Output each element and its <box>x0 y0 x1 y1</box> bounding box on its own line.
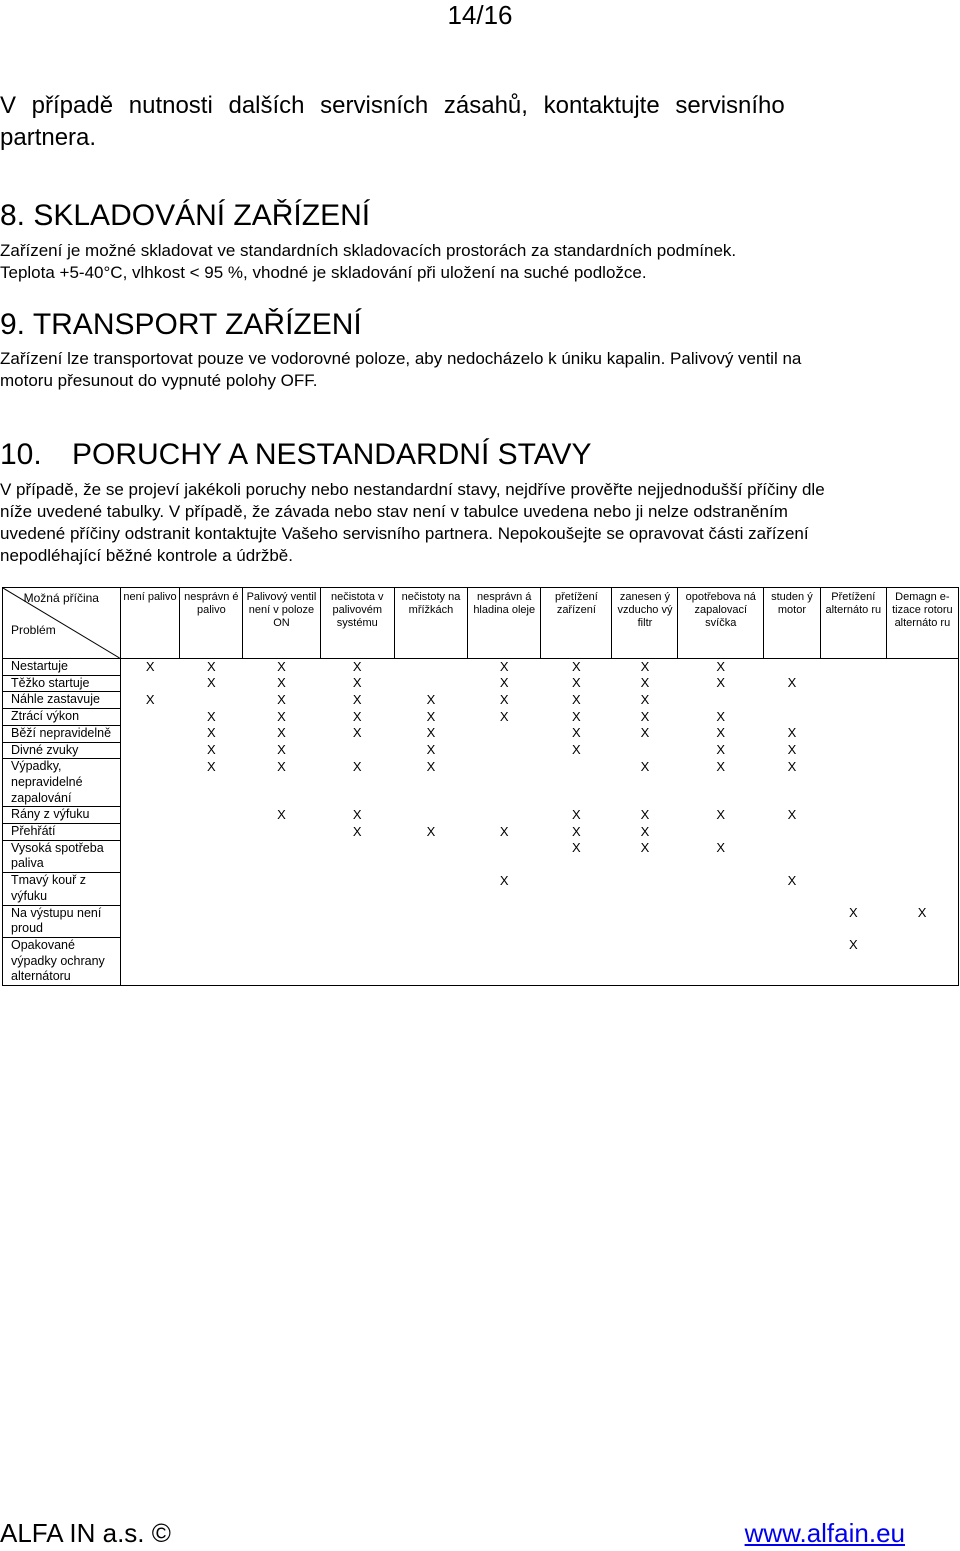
page-number: 14/16 <box>447 0 513 30</box>
empty-cell <box>886 759 958 807</box>
table-row <box>3 937 959 985</box>
column-header: nesprávn á hladina oleje <box>468 588 541 659</box>
empty-cell <box>180 840 243 872</box>
empty-cell <box>678 824 764 841</box>
empty-cell <box>678 873 764 905</box>
empty-cell <box>820 692 886 709</box>
cause-mark: X <box>277 675 286 691</box>
empty-cell <box>468 759 541 807</box>
empty-cell <box>120 937 180 985</box>
cause-mark: X <box>426 691 436 707</box>
empty-cell <box>394 937 467 985</box>
cause-mark: X <box>716 725 726 741</box>
cause-mark: X <box>716 758 726 774</box>
empty-cell <box>180 905 243 937</box>
column-header: Demagn e-tizace rotoru alternáto ru <box>886 588 958 659</box>
cause-mark: X <box>352 691 362 707</box>
table-row <box>3 659 959 676</box>
cause-mark: X <box>352 823 362 839</box>
empty-cell <box>886 840 958 872</box>
transport-paragraph <box>0 348 950 392</box>
cause-mark: X <box>640 823 650 839</box>
empty-cell <box>394 675 467 692</box>
table-row <box>3 709 959 726</box>
table-row <box>3 742 959 759</box>
empty-cell <box>541 759 612 807</box>
empty-cell <box>541 873 612 905</box>
footer-copyright: ALFA IN a.s. © <box>0 1518 171 1548</box>
empty-cell <box>820 807 886 824</box>
cause-mark: X <box>640 725 650 741</box>
cause-mark: X <box>886 905 958 937</box>
storage-heading: 8. SKLADOVÁNÍ ZAŘÍZENÍ <box>0 199 371 232</box>
empty-cell <box>820 840 886 872</box>
cause-mark: X <box>716 742 726 758</box>
empty-cell <box>243 905 320 937</box>
empty-cell <box>120 709 180 726</box>
storage-line-1: Zařízení je možné skladovat ve standardních skladovacích prostorách za standardních podmínek. <box>0 241 737 260</box>
cause-mark: X <box>277 725 286 741</box>
empty-cell <box>243 840 320 872</box>
cause-mark: X <box>206 675 216 691</box>
empty-cell <box>820 709 886 726</box>
problem-cell: Ztrácí výkon <box>3 709 121 726</box>
empty-cell <box>820 659 886 676</box>
fault-table-body <box>3 659 959 986</box>
cause-mark: X <box>206 708 216 724</box>
empty-cell <box>886 937 958 985</box>
empty-cell <box>612 873 678 905</box>
empty-cell <box>820 759 886 807</box>
cause-mark: X <box>572 691 581 707</box>
cause-mark: X <box>716 675 726 691</box>
problem-cell: Opakované výpadky ochrany alternátoru <box>3 937 121 985</box>
faults-heading-number: 10. <box>0 438 42 471</box>
cause-mark: X <box>572 725 581 741</box>
column-header: není palivo <box>120 588 180 659</box>
table-row <box>3 840 959 872</box>
empty-cell <box>886 675 958 692</box>
cause-mark: X <box>277 742 286 758</box>
empty-cell <box>468 937 541 985</box>
storage-line-2: Teplota +5-40°C, vlhkost < 95 %, vhodné je skladování při uložení na suché podložce. <box>0 263 647 282</box>
faults-heading-text: PORUCHY A NESTANDARDNÍ STAVY <box>72 438 592 471</box>
column-header: Přetížení alternáto ru <box>820 588 886 659</box>
cause-mark: X <box>352 659 362 674</box>
cause-mark: X <box>206 742 216 758</box>
empty-cell <box>394 807 467 824</box>
column-header: nečistoty na mřížkách <box>394 588 467 659</box>
cause-mark: X <box>426 758 436 774</box>
column-header: přetížení zařízení <box>541 588 612 659</box>
empty-cell <box>180 873 243 905</box>
corner-problem-label: Problém <box>11 623 56 637</box>
empty-cell <box>612 937 678 985</box>
cause-mark: X <box>277 708 286 724</box>
empty-cell <box>541 937 612 985</box>
column-header: Palivový ventil není v poloze ON <box>243 588 320 659</box>
empty-cell <box>886 725 958 742</box>
column-header: nesprávn é palivo <box>180 588 243 659</box>
column-header: nečistota v palivovém systému <box>320 588 394 659</box>
cause-mark: X <box>572 742 581 758</box>
empty-cell <box>120 807 180 824</box>
cause-mark: X <box>572 675 581 691</box>
table-row <box>3 725 959 742</box>
cause-mark: X <box>640 840 650 856</box>
cause-mark: X <box>426 725 436 741</box>
empty-cell <box>886 824 958 841</box>
empty-cell <box>243 873 320 905</box>
faults-line-3: uvedené příčiny odstranit kontaktujte Vašeho servisního partnera. Nepokoušejte se opravovat části zařízení <box>0 524 809 543</box>
problem-cell: Těžko startuje <box>3 675 121 692</box>
faults-line-4: nepodléhající běžné kontrole a údržbě. <box>0 546 293 565</box>
cause-mark: X <box>640 691 650 707</box>
empty-cell <box>764 824 821 841</box>
empty-cell <box>120 675 180 692</box>
column-header: zanesen ý vzducho vý filtr <box>612 588 678 659</box>
empty-cell <box>180 807 243 824</box>
cause-mark: X <box>572 823 581 839</box>
empty-cell <box>820 873 886 905</box>
cause-mark: X <box>352 758 362 774</box>
cause-mark: X <box>716 806 726 822</box>
cause-mark: X <box>848 905 858 921</box>
empty-cell <box>320 840 394 872</box>
empty-cell <box>320 905 394 937</box>
empty-cell <box>120 742 180 759</box>
empty-cell <box>820 675 886 692</box>
intro-paragraph <box>0 90 950 122</box>
fault-table <box>2 587 959 986</box>
storage-paragraph <box>0 240 950 284</box>
table-row <box>3 905 959 937</box>
cause-mark: X <box>716 840 726 856</box>
cause-mark: X <box>787 725 797 741</box>
cause-mark: X <box>499 675 509 691</box>
problem-cell: Přehřátí <box>3 824 121 841</box>
table-corner-cell <box>3 588 121 659</box>
corner-cause-label: Možná příčina <box>23 591 99 605</box>
fault-table-header <box>3 588 959 659</box>
cause-mark: X <box>206 659 216 674</box>
problem-cell: Divné zvuky <box>3 742 121 759</box>
empty-cell <box>120 873 180 905</box>
table-row <box>3 759 959 807</box>
cause-mark: X <box>426 823 436 839</box>
cause-mark: X <box>572 708 581 724</box>
empty-cell <box>394 840 467 872</box>
cause-mark: X <box>820 937 886 985</box>
empty-cell <box>678 905 764 937</box>
faults-heading <box>0 437 592 473</box>
cause-mark: X <box>640 675 650 691</box>
empty-cell <box>394 873 467 905</box>
cause-mark: X <box>787 872 797 888</box>
transport-line-2: motoru přesunout do vypnuté polohy OFF. <box>0 371 318 390</box>
cause-mark: X <box>352 708 362 724</box>
empty-cell <box>820 725 886 742</box>
empty-cell <box>764 692 821 709</box>
table-row <box>3 873 959 905</box>
empty-cell <box>180 692 243 709</box>
cause-mark: X <box>352 806 362 822</box>
empty-cell <box>468 725 541 742</box>
cause-mark: X <box>787 758 797 774</box>
empty-cell <box>886 692 958 709</box>
empty-cell <box>468 807 541 824</box>
empty-cell <box>320 937 394 985</box>
empty-cell <box>678 937 764 985</box>
empty-cell <box>764 709 821 726</box>
cause-mark: X <box>572 840 581 856</box>
cause-mark: X <box>145 659 155 674</box>
problem-cell: Výpadky, nepravidelné zapalování <box>3 759 121 807</box>
empty-cell <box>678 692 764 709</box>
transport-line-1: Zařízení lze transportovat pouze ve vodorovné poloze, aby nedocházelo k úniku kapalin. Palivový ventil na <box>0 349 802 368</box>
empty-cell <box>120 840 180 872</box>
cause-mark: X <box>716 659 726 674</box>
empty-cell <box>886 659 958 676</box>
cause-mark: X <box>499 659 509 674</box>
cause-mark: X <box>572 659 581 674</box>
transport-heading: 9. TRANSPORT ZAŘÍZENÍ <box>0 308 362 341</box>
faults-line-1: V případě, že se projeví jakékoli poruchy nebo nestandardní stavy, nejdříve prověřte nejjednodušší příčiny dle <box>0 480 825 499</box>
empty-cell <box>764 840 821 872</box>
empty-cell <box>180 937 243 985</box>
intro-line-2: partnera. <box>0 124 97 151</box>
column-header: studen ý motor <box>764 588 821 659</box>
table-row <box>3 692 959 709</box>
cause-mark: X <box>640 758 650 774</box>
empty-cell <box>394 905 467 937</box>
problem-cell: Běží nepravidelně <box>3 725 121 742</box>
empty-cell <box>612 905 678 937</box>
cause-mark: X <box>277 659 286 674</box>
cause-mark: X <box>499 691 509 707</box>
empty-cell <box>243 824 320 841</box>
cause-mark: X <box>426 708 436 724</box>
cause-mark: X <box>787 742 797 758</box>
empty-cell <box>394 659 467 676</box>
cause-mark: X <box>787 806 797 822</box>
cause-mark: X <box>716 708 726 724</box>
cause-mark: X <box>277 806 286 822</box>
empty-cell <box>764 905 821 937</box>
cause-mark: X <box>640 806 650 822</box>
empty-cell <box>886 807 958 824</box>
faults-paragraph <box>0 479 950 567</box>
cause-mark: X <box>787 675 797 691</box>
table-row <box>3 675 959 692</box>
empty-cell <box>820 824 886 841</box>
empty-cell <box>120 824 180 841</box>
cause-mark: X <box>426 742 436 758</box>
table-row <box>3 824 959 841</box>
empty-cell <box>120 759 180 807</box>
empty-cell <box>886 873 958 905</box>
intro-line-1: V případě nutnosti dalších servisních zásahů, kontaktujte servisního <box>0 92 785 119</box>
cause-mark: X <box>277 758 286 774</box>
cause-mark: X <box>206 758 216 774</box>
empty-cell <box>612 742 678 759</box>
cause-mark: X <box>499 708 509 724</box>
empty-cell <box>886 742 958 759</box>
cause-mark: X <box>352 675 362 691</box>
empty-cell <box>820 742 886 759</box>
empty-cell <box>541 905 612 937</box>
cause-mark: X <box>640 708 650 724</box>
empty-cell <box>180 824 243 841</box>
empty-cell <box>120 725 180 742</box>
empty-cell <box>886 709 958 726</box>
empty-cell <box>320 742 394 759</box>
cause-mark: X <box>145 691 155 707</box>
cause-mark: X <box>499 823 509 839</box>
empty-cell <box>320 873 394 905</box>
problem-cell: Tmavý kouř z výfuku <box>3 873 121 905</box>
cause-mark: X <box>352 725 362 741</box>
empty-cell <box>764 659 821 676</box>
footer-website-link[interactable]: www.alfain.eu <box>744 1518 905 1548</box>
table-row <box>3 807 959 824</box>
empty-cell <box>468 840 541 872</box>
cause-mark: X <box>206 725 216 741</box>
empty-cell <box>120 905 180 937</box>
problem-cell: Na výstupu není proud <box>3 905 121 937</box>
problem-cell: Náhle zastavuje <box>3 692 121 709</box>
faults-line-2: níže uvedené tabulky. V případě, že závada nebo stav není v tabulce uvedena nebo ji nelze odstraněním <box>0 502 788 521</box>
problem-cell: Vysoká spotřeba paliva <box>3 840 121 872</box>
cause-mark: X <box>572 806 581 822</box>
problem-cell: Nestartuje <box>3 659 121 676</box>
problem-cell: Rány z výfuku <box>3 807 121 824</box>
cause-mark: X <box>499 872 509 888</box>
cause-mark: X <box>640 659 650 674</box>
empty-cell <box>468 742 541 759</box>
empty-cell <box>243 937 320 985</box>
empty-cell <box>468 905 541 937</box>
cause-mark: X <box>277 691 286 707</box>
empty-cell <box>764 937 821 985</box>
column-header: opotřebova ná zapalovací svíčka <box>678 588 764 659</box>
